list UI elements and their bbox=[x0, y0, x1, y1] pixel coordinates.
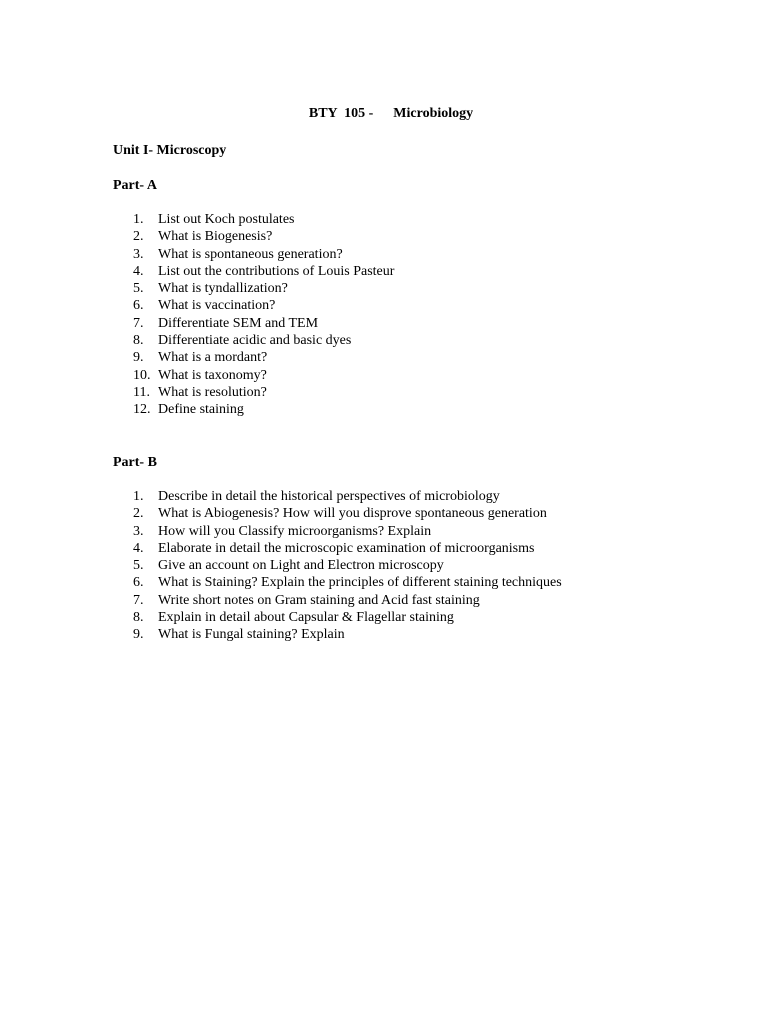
question-item bbox=[113, 626, 673, 643]
part-b-question-list bbox=[113, 488, 673, 644]
course-title: Microbiology bbox=[393, 106, 474, 121]
question-number: 9. bbox=[133, 627, 144, 643]
question-number: 12. bbox=[133, 402, 151, 418]
question-number: 3. bbox=[133, 523, 144, 539]
question-item bbox=[113, 367, 673, 384]
part-b-heading: Part- B bbox=[113, 455, 157, 470]
question-item bbox=[113, 211, 673, 228]
question-item bbox=[113, 592, 673, 609]
question-number: 6. bbox=[133, 575, 144, 591]
question-number: 1. bbox=[133, 489, 144, 504]
document-title bbox=[0, 90, 768, 138]
question-number: 11. bbox=[133, 384, 150, 400]
part-a-question-list bbox=[113, 211, 673, 419]
question-item bbox=[113, 332, 673, 349]
question-number: 2. bbox=[133, 506, 144, 522]
question-text: Differentiate acidic and basic dyes bbox=[158, 333, 352, 349]
question-item bbox=[113, 263, 673, 280]
question-text: What is Fungal staining? Explain bbox=[158, 627, 345, 643]
question-text: Explain in detail about Capsular & Flagellar staining bbox=[158, 610, 454, 626]
part-a-heading: Part- A bbox=[113, 178, 157, 193]
question-text: Elaborate in detail the microscopic examination of microorganisms bbox=[158, 540, 535, 556]
question-text: Write short notes on Gram staining and Acid fast staining bbox=[158, 592, 480, 608]
question-item bbox=[113, 540, 673, 557]
question-number: 4. bbox=[133, 540, 144, 556]
question-item bbox=[113, 401, 673, 418]
question-item bbox=[113, 280, 673, 297]
question-text: Differentiate SEM and TEM bbox=[158, 315, 319, 331]
question-number: 5. bbox=[133, 281, 144, 297]
course-code: BTY 105 - bbox=[308, 106, 374, 121]
question-item bbox=[113, 349, 673, 366]
question-text: Define staining bbox=[158, 402, 244, 418]
question-item bbox=[113, 609, 673, 626]
question-item bbox=[113, 228, 673, 245]
question-item bbox=[113, 523, 673, 540]
question-text: List out Koch postulates bbox=[158, 212, 295, 227]
question-text: Give an account on Light and Electron microscopy bbox=[158, 558, 444, 574]
question-item bbox=[113, 246, 673, 263]
question-number: 6. bbox=[133, 298, 144, 314]
question-item bbox=[113, 384, 673, 401]
question-number: 1. bbox=[133, 212, 144, 227]
question-number: 8. bbox=[133, 610, 144, 626]
question-text: What is a mordant? bbox=[158, 350, 268, 366]
question-text: How will you Classify microorganisms? Explain bbox=[158, 523, 432, 539]
question-text: What is spontaneous generation? bbox=[158, 246, 343, 262]
question-text: What is Abiogenesis? How will you disprove spontaneous generation bbox=[158, 506, 547, 522]
question-text: List out the contributions of Louis Pasteur bbox=[158, 263, 395, 279]
question-number: 3. bbox=[133, 246, 144, 262]
question-text: What is resolution? bbox=[158, 384, 267, 400]
question-number: 4. bbox=[133, 263, 144, 279]
question-text: What is vaccination? bbox=[158, 298, 276, 314]
question-item bbox=[113, 488, 673, 505]
question-text: What is taxonomy? bbox=[158, 367, 267, 383]
question-text: What is tyndallization? bbox=[158, 281, 288, 297]
question-number: 7. bbox=[133, 315, 144, 331]
question-text: What is Biogenesis? bbox=[158, 229, 273, 245]
question-number: 8. bbox=[133, 333, 144, 349]
question-number: 7. bbox=[133, 592, 144, 608]
unit-heading: Unit I- Microscopy bbox=[113, 143, 227, 158]
question-text: Describe in detail the historical perspectives of microbiology bbox=[158, 489, 500, 504]
question-number: 5. bbox=[133, 558, 144, 574]
question-number: 10. bbox=[133, 367, 151, 383]
question-text: What is Staining? Explain the principles of different staining techniques bbox=[158, 575, 562, 591]
question-item bbox=[113, 297, 673, 314]
question-item bbox=[113, 557, 673, 574]
question-item bbox=[113, 315, 673, 332]
question-item bbox=[113, 574, 673, 591]
question-number: 2. bbox=[133, 229, 144, 245]
question-item bbox=[113, 505, 673, 522]
question-number: 9. bbox=[133, 350, 144, 366]
